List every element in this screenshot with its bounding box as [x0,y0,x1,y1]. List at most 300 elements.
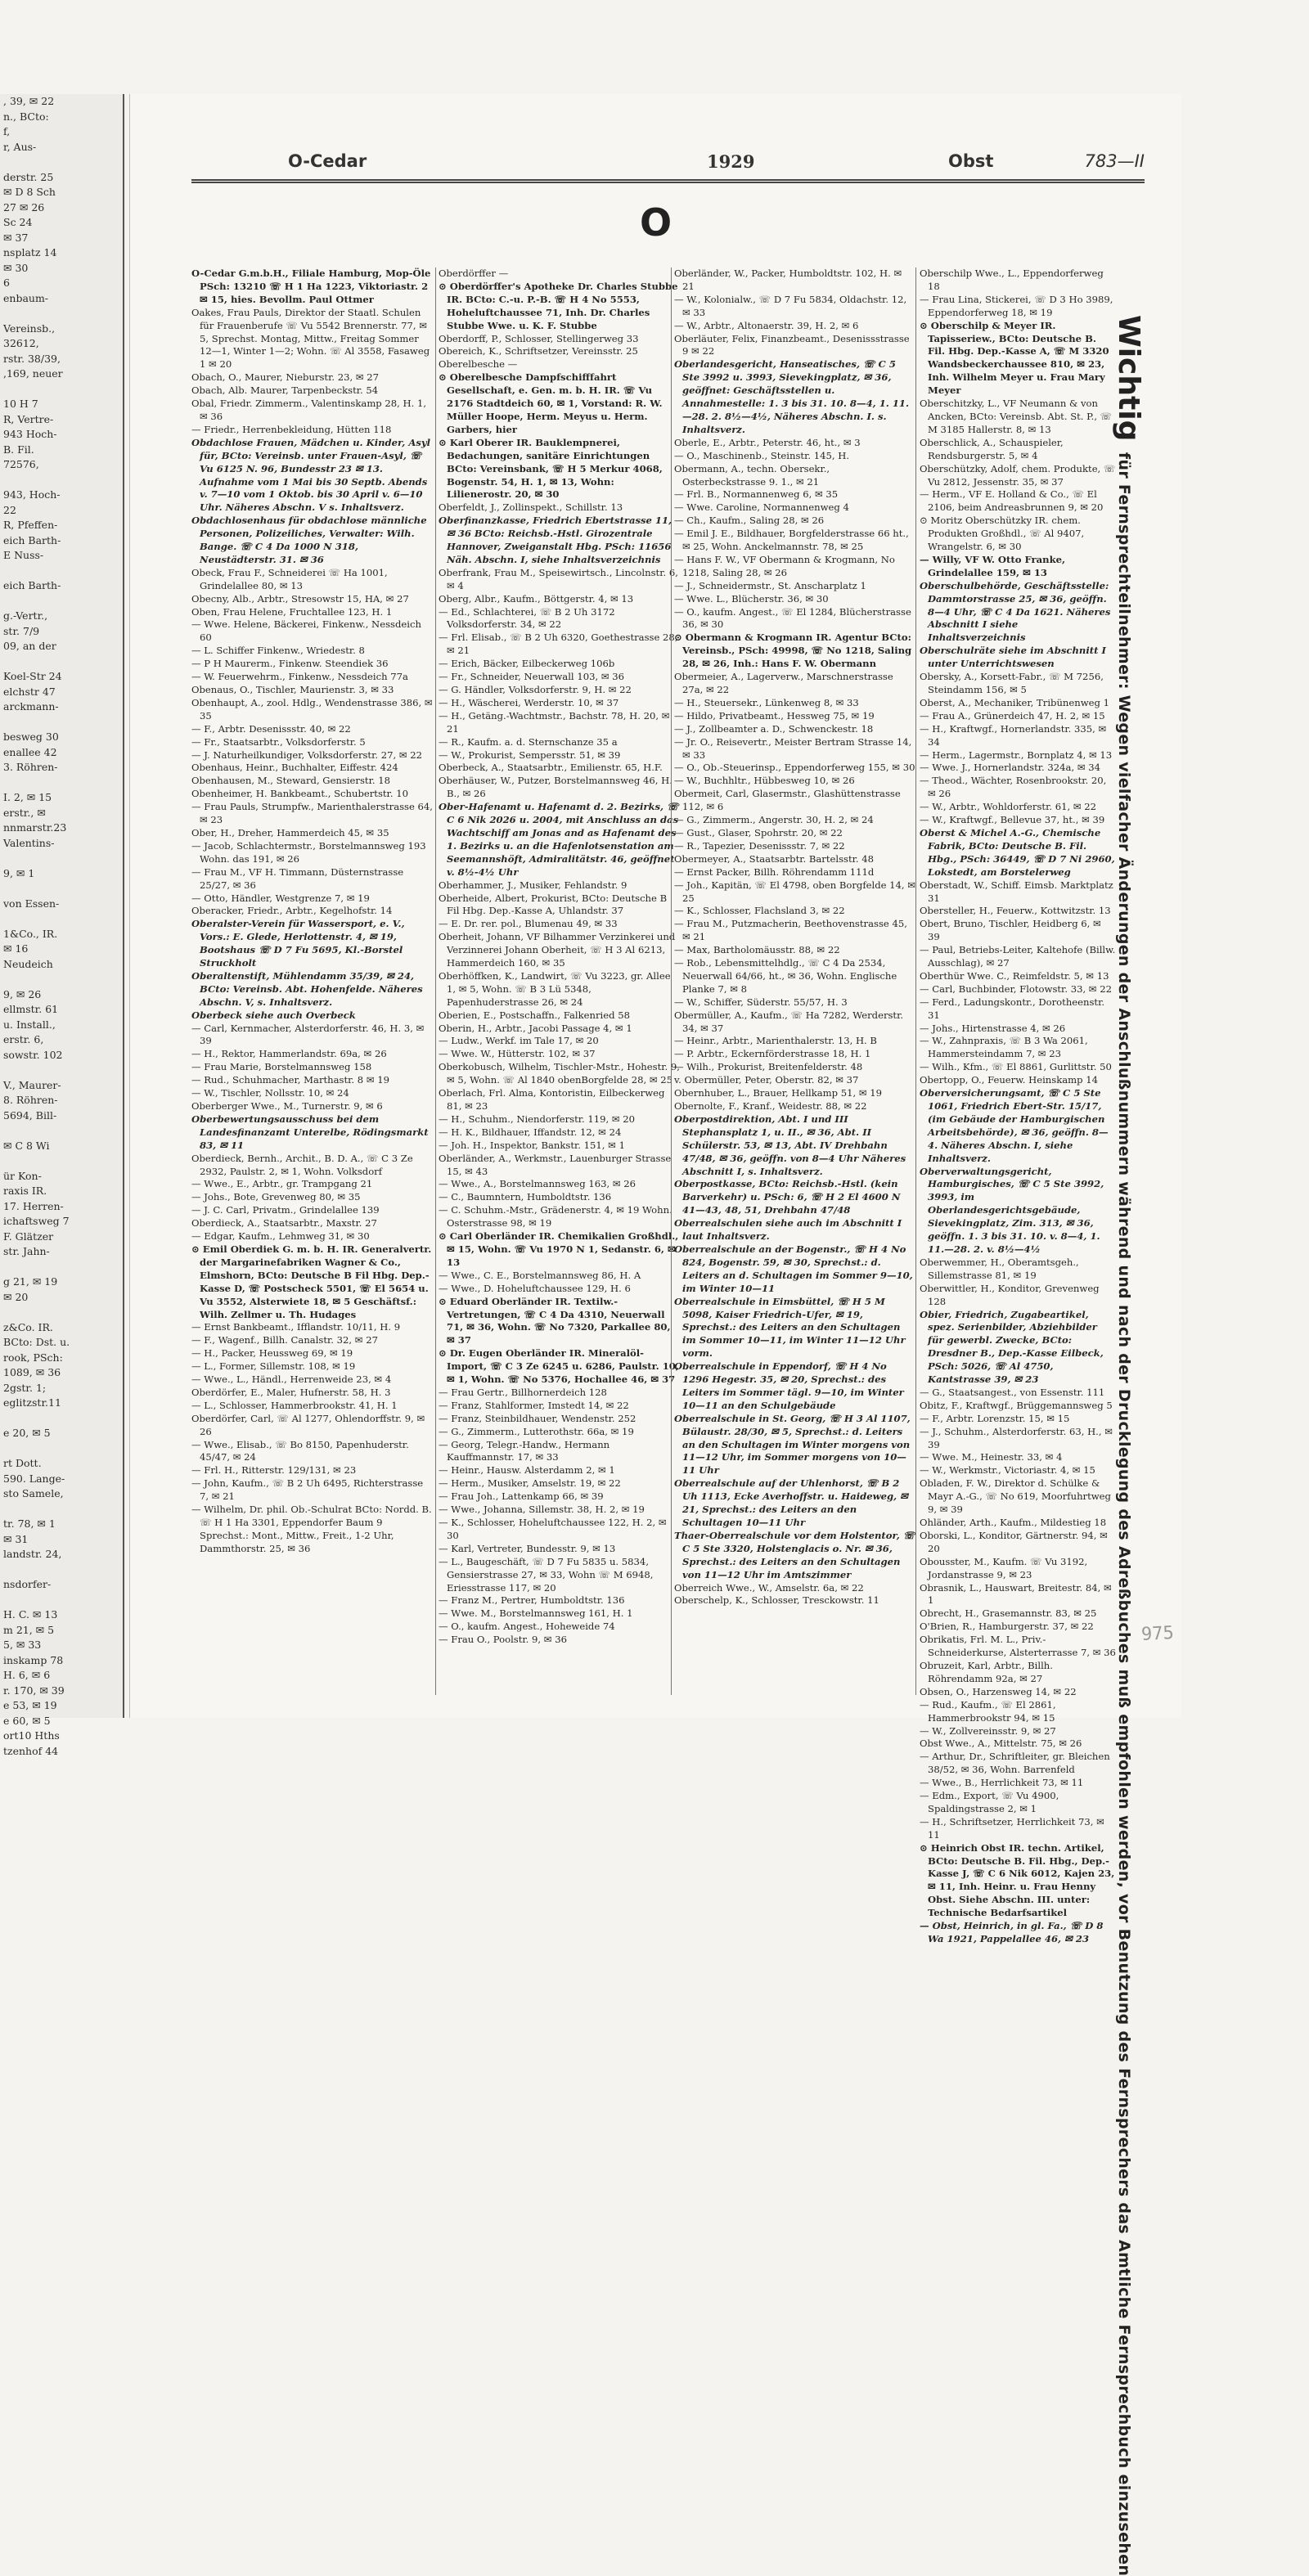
directory-entry: — K., Schlosser, Hoheluftchaussee 122, H. 2, ✉ 30 [439,1517,667,1541]
directory-entry: — Ed., Schlachterei, ☏ B 2 Uh 3172 Volksdorferstr. 34, ✉ 22 [439,605,615,631]
column-3 [674,267,915,1695]
directory-entry: Obecny, Alb., Arbtr., Stresowstr 15, HA, ✉ 27 [191,592,409,605]
directory-entry: Obeck, Frau F., Schneiderei ☏ Ha 1001, Grindelallee 80, ✉ 13 [191,566,388,591]
margin-fragment: 1&Co., IR. [3,927,58,940]
directory-entry: — O., Maschinenb., Steinstr. 145, H. [674,449,850,461]
directory-entry: Obertopp, O., Feuerw. Heinskamp 14 [920,1074,1099,1086]
margin-fragment: erstr., ✉ [3,806,46,819]
directory-entry: Oberrealschule in Eimsbüttel, ☏ H 5 M 5098, Kaiser Friedrich-Ufer, ✉ 19, Sprechst.: des Leiters an den Schultagen im Sommer 10—11, im Winter 11—12 Uhr vorm. [674,1295,906,1360]
running-header [191,151,1145,182]
margin-fragment: e 20, ✉ 5 [3,1427,51,1439]
directory-entry: — Rob., Lebensmittelhdlg., ☏ C 4 Da 2534, Neuerwall 64/66, ht., ✉ 36, Wohn. Englische Planke 7, ✉ 8 [674,957,897,995]
margin-fragment: H. 6, ✉ 6 [3,1669,51,1681]
directory-entry: Oberdörffer — [439,267,509,279]
directory-entry: — Ernst Bankbeamt., Ifflandstr. 10/11, H. 9 [191,1321,401,1333]
margin-fragment: Neudeich [3,957,53,970]
header-right-keyword: Obst [948,151,994,171]
margin-fragment: ✉ 37 [3,231,29,244]
directory-entry: — Wwe. M., Heinestr. 33, ✉ 4 [920,1451,1063,1463]
margin-fragment [0,1411,123,1427]
margin-fragment: ellmstr. 61 [3,1003,59,1015]
directory-entry: — C., Baumntern, Humboldtstr. 136 [439,1191,612,1203]
directory-entry: — E. Dr. rer. pol., Blumenau 49, ✉ 33 [439,918,618,930]
directory-entry: ⊙ Oberschilp & Meyer IR. Tapisseriew., BCto: Deutsche B. Fil. Hbg. Dep.-Kasse A, ☏ M 3320 Wandsbeckerchaussee 810, ✉ 23, Inh. Wilhelm Meyer u. Frau Mary Meyer [920,319,1109,397]
directory-entry: — C. Schuhm.-Mstr., Grädenerstr. 4, ✉ 19 Wohn. Osterstrasse 98, ✉ 19 [439,1204,672,1230]
header-left-keyword: O-Cedar [288,151,367,171]
margin-fragment: ✉ 31 [3,1532,29,1545]
directory-entry: ⊙ Eduard Oberländer IR. Textilw.-Vertretungen, ☏ C 4 Da 4310, Neuerwall 71, ✉ 36, Wohn. ☏ No 7320, Parkallee 80, ✉ 37 [439,1295,671,1346]
column-1 [191,267,433,1695]
directory-entry: — Wwe., B., Herrlichkeit 73, ✉ 11 [920,1777,1084,1789]
directory-entry: Oberle, E., Arbtr., Peterstr. 46, ht., ✉ 3 [674,436,861,448]
directory-entry: — Franz, Stahlformer, Imstedt 14, ✉ 22 [439,1399,629,1411]
directory-entry: — Wwe., A., Borstelmannsweg 163, ✉ 26 [439,1178,637,1190]
directory-entry: — Franz M., Pertrer, Humboldtstr. 136 [439,1594,625,1607]
directory-entry: v. Obermüller, Peter, Oberstr. 82, ✉ 37 [674,1074,859,1086]
directory-entry: Obenaus, O., Tischler, Maurienstr. 3, ✉ 33 [191,684,394,695]
directory-entry: O-Cedar G.m.b.H., Filiale Hamburg, Mop-Öle PSch: 13210 ☏ H 1 Ha 1223, Viktoriastr. 2 ✉ 15, hies. Bevollm. Paul Ottmer [191,267,431,305]
margin-fragment: 943 Hoch- [3,428,57,440]
directory-entry: — Wwe. L., Blücherstr. 36, ✉ 30 [674,592,829,605]
directory-entry: — Obst, Heinrich, in gl. Fa., ☏ D 8 Wa 1921, Pappelallee 46, ✉ 23 [920,1920,1104,1944]
margin-fragment [0,155,123,170]
directory-entry: — Ch., Kaufm., Saling 28, ✉ 26 [674,515,825,527]
directory-entry: — G., Staatsangest., von Essenstr. 111 [920,1386,1105,1398]
directory-entry: — Erich, Bäcker, Eilbeckerweg 106b [439,658,615,670]
directory-entry: — G. Händler, Volksdorferstr. 9, H. ✉ 22 [439,684,632,695]
margin-fragment: ✉ D 8 Sch [3,186,56,198]
directory-entry: Oberien, E., Postschaffn., Falkenried 58 [439,1009,630,1021]
directory-entry: — Edgar, Kaufm., Lehmweg 31, ✉ 30 [191,1230,370,1243]
directory-entry: ⊙ Oberdörffer's Apotheke Dr. Charles Stubbe IR. BCto: C.-u. P.-B. ☏ H 4 No 5553, Hoheluftchaussee 71, Inh. Dr. Charles Stubbe Wwe. u. K. F. Stubbe [439,280,678,331]
margin-fragment [0,1562,123,1578]
margin-fragment: Valentins- [3,836,55,849]
margin-fragment: ort10 Hths [3,1729,60,1742]
directory-entry: Oberwemmer, H., Oberamtsgeh., Sillemstrasse 81, ✉ 19 [920,1256,1079,1281]
margin-fragment: V., Maurer- [3,1078,61,1091]
directory-entry: Oberbewertungsausschuss bei dem Landesfinanzamt Unterelbe, Rödingsmarkt 83, ✉ 11 [191,1113,429,1151]
margin-fragment: BCto: Dst. u. [3,1336,70,1348]
directory-entry: — H., Kraftwgf., Hornerlandstr. 335, ✉ 34 [920,722,1107,748]
directory-entry: — Ludw., Werkf. im Tale 17, ✉ 20 [439,1035,599,1047]
directory-entry: Oberlach, Frl. Alma, Kontoristin, Eilbeckerweg 81, ✉ 23 [439,1087,665,1112]
directory-entry: Obal, Friedr. Zimmerm., Valentinskamp 28, H. 1, ✉ 36 [191,398,427,422]
directory-entry: — Frau Pauls, Strumpfw., Marienthalerstrasse 64, ✉ 23 [191,801,433,826]
directory-entry: Oberschulräte siehe im Abschnitt I unter Unterrichtswesen [920,645,1106,670]
directory-entry: — F., Arbtr. Desenissstr. 40, ✉ 22 [191,722,351,735]
margin-fragment: ✉ 30 [3,261,29,274]
margin-fragment: str. Jahn- [3,1245,50,1257]
directory-entry: Ohländer, Arth., Kaufm., Mildestieg 18 [920,1517,1107,1528]
directory-entry: — W., Zahnpraxis, ☏ B 3 Wa 2061, Hammersteindamm 7, ✉ 23 [920,1035,1088,1060]
directory-entry: Oberwittler, H., Konditor, Grevenweg 128 [920,1282,1100,1307]
margin-fragment [0,1441,123,1457]
directory-entry: Oberheide, Albert, Prokurist, BCto: Deutsche B Fil Hbg. Dep.-Kasse A, Uhlandstr. 37 [439,892,668,917]
directory-entry: — Frau O., Poolstr. 9, ✉ 36 [439,1634,567,1646]
directory-entry: ⊙ Dr. Eugen Oberländer IR. Mineralöl-Import, ☏ C 3 Ze 6245 u. 6286, Paulstr. 10, ✉ 1, Wohn. ☏ No 5376, Hochallee 46, ✉ 37 [439,1347,679,1386]
directory-entry: Oberversicherungsamt, ☏ C 5 Ste 1061, Friedrich Ebert-Str. 15/17, (im Gebäude der Hamburgischen Arbeitsbehörde), ✉ 36, geöffn. 8—4. Näheres Abschn. I, siehe Inhaltsverz. [920,1087,1109,1164]
directory-entry: — W., Zollvereinsstr. 9, ✉ 27 [920,1724,1056,1737]
header-year: 1929 [707,151,755,172]
directory-entry: Oberschitzky, L., VF Neumann & von Ancken, BCto: Vereinsb. Abt. St. P., ☏ M 3185 Hallerstr. 8, ✉ 13 [920,398,1113,435]
directory-entry: Oakes, Frau Pauls, Direktor der Staatl. Schulen für Frauenberufe ☏ Vu 5542 Brennerstr. 77, ✉ 5, Sprechst. Montag, Mittw., Freitag Sommer 12—1, Winter 1—2; Wohn. ☏ Al 3558, Fasaweg 1 ✉ 20 [191,306,430,371]
directory-entry: — Wwe. Helene, Bäckerei, Finkenw., Nessdeich 60 [191,618,421,644]
margin-fragment [0,1502,123,1517]
margin-fragment: nnmarstr.23 [3,821,67,834]
directory-entry: Obrasnik, L., Hauswart, Breitestr. 84, ✉ 1 [920,1581,1112,1607]
directory-entry: — Franz, Steinbildhauer, Wendenstr. 252 [439,1412,637,1424]
margin-fragment: r, Aus- [3,140,37,153]
margin-fragment [0,1153,123,1169]
directory-entry: Obenhaupt, A., zool. Hdlg., Wendenstrasse 386, ✉ 35 [191,696,433,722]
directory-entry: — Joh., Kapitän, ☏ El 4798, oben Borgfelde 14, ✉ 25 [674,879,916,904]
directory-entry: Obernolte, F., Kranf., Weidestr. 88, ✉ 22 [674,1100,867,1112]
directory-entry: — Rud., Schuhmacher, Marthastr. 8 ✉ 19 [191,1074,389,1086]
margin-fragment: 32612, [3,337,39,349]
directory-entry: Obernhuber, L., Brauer, Hellkamp 51, ✉ 19 [674,1087,883,1099]
directory-entry: — O., kaufm. Angest., ☏ El 1284, Blücherstrasse 36, ✉ 30 [674,605,911,631]
directory-entry: — Georg, Telegr.-Handw., Hermann Kauffmannstr. 17, ✉ 33 [439,1438,610,1463]
directory-entry: — Ernst Packer, Billh. Röhrendamm 111d [674,865,875,878]
directory-entry: Oberreich Wwe., W., Amselstr. 6a, ✉ 22 [674,1581,864,1594]
directory-entry: Oberschelp, K., Schlosser, Tresckowstr. 11 [674,1594,879,1607]
directory-entry: — R., Tapezier, Desenissstr. 7, ✉ 22 [674,839,845,852]
margin-fragment [0,972,123,987]
margin-fragment: ✉ 20 [3,1290,29,1303]
directory-entry: Obitz, F., Kraftwgf., Brüggemannsweg 5 [920,1399,1113,1411]
directory-entry: — W., Werkmstr., Victoriastr. 4, ✉ 15 [920,1464,1095,1477]
directory-entry: Oberin, H., Arbtr., Jacobi Passage 4, ✉ 1 [439,1022,632,1034]
margin-fragment [0,1593,123,1608]
margin-fragment: 22 [3,503,16,516]
margin-fragment: R, Pfeffen- [3,519,58,531]
margin-fragment: 2gstr. 1; [3,1381,47,1394]
directory-entry: — F., Arbtr. Lorenzstr. 15, ✉ 15 [920,1412,1070,1424]
directory-entry: Obdachlose Frauen, Mädchen u. Kinder, Asyl für, BCto: Vereinsb. unter Frauen-Asyl, ☏ Vu 6125 N. 96, Bundesstr 23 ✉ 13. Aufnahme vom 1 Mai bis 30 Septb. Abends v. 7—10 vom 1 Oktob. bis 30 April v. 6—10 Uhr. Näheres Abschn. V s. Inhaltsverz. [191,436,431,514]
directory-entry: — G., Zimmerm., Angerstr. 30, H. 2, ✉ 24 [674,814,874,826]
margin-fragment [0,473,123,488]
margin-fragment [0,1305,123,1320]
margin-fragment: Koel-Str 24 [3,670,62,682]
directory-entry: O'Brien, R., Hamburgerstr. 37, ✉ 22 [920,1621,1094,1633]
margin-fragment: 5694, Bill- [3,1108,57,1122]
directory-entry: Obousster, M., Kaufm. ☏ Vu 3192, Jordanstrasse 9, ✉ 23 [920,1555,1088,1580]
directory-entry: — Joh. H., Inspektor, Bankstr. 151, ✉ 1 [439,1139,625,1151]
directory-entry: Oberfrank, Frau M., Speisewirtsch., Lincolnstr. 6, ✉ 4 [439,566,678,591]
directory-entry: Oben, Frau Helene, Fruchtallee 123, H. 1 [191,605,393,618]
directory-entry: — Frau Gertr., Billhornerdeich 128 [439,1386,607,1398]
directory-entry: Oberpostkasse, BCto: Reichsb.-Hstl. (kein Barverkehr) u. PSch: 6, ☏ H 2 El 4600 N 41—43, 48, 51, Drehbahn 47/48 [674,1178,901,1216]
directory-entry: — H., Rektor, Hammerlandstr. 69a, ✉ 26 [191,1048,387,1060]
directory-entry: Oberacker, Friedr., Arbtr., Kegelhofstr. 14 [191,905,393,917]
directory-entry: ⊙ Moritz Oberschützky IR. chem. Produkten Großhdl., ☏ Al 9407, Wrangelstr. 6, ✉ 30 [920,515,1085,553]
margin-fragment: R, Vertre- [3,412,54,425]
directory-entry: Oberhäuser, W., Putzer, Borstelmannsweg 46, H. B., ✉ 26 [439,775,672,800]
margin-fragment [0,1123,123,1139]
directory-entry: Oborski, L., Konditor, Gärtnerstr. 94, ✉ 20 [920,1529,1108,1554]
directory-entry: Obrecht, H., Grasemannstr. 83, ✉ 25 [920,1607,1097,1620]
directory-entry: Obereich, K., Schriftsetzer, Vereinsstr. 25 [439,345,638,357]
directory-entry: Oberbeck siehe auch Overbeck [191,1009,356,1021]
directory-entry: Obruzeit, Karl, Arbtr., Billh. Röhrendamm 92a, ✉ 27 [920,1659,1053,1684]
directory-entry: — L., Former, Sillemstr. 108, ✉ 19 [191,1360,356,1373]
margin-fragment: 17. Herren- [3,1199,64,1212]
margin-fragment: elchstr 47 [3,685,56,698]
directory-entry: Obach, O., Maurer, Nieburstr. 23, ✉ 27 [191,371,380,384]
margin-fragment: 1089, ✉ 36 [3,1366,61,1378]
margin-fragment: von Essen- [3,897,60,910]
directory-entry: — W., Arbtr., Wohldorferstr. 61, ✉ 22 [920,801,1096,813]
directory-entry: — Frau Marie, Borstelmannsweg 158 [191,1061,372,1073]
directory-entry: ⊙ Carl Oberländer IR. Chemikalien Großhdl., ✉ 15, Wohn. ☏ Vu 1970 N 1, Sedanstr. 6, ✉ 13 [439,1230,679,1268]
margin-fragment: Vereinsb., [3,321,56,335]
directory-entry: — Wwe. Caroline, Normannenweg 4 [674,501,849,514]
directory-entry: — H., Wäscherei, Werderstr. 10, ✉ 37 [439,696,619,708]
directory-entry: — Wwe., L., Händl., Herrenweide 23, ✉ 4 [191,1373,392,1386]
directory-entry: — Heinr., Arbtr., Marienthalerstr. 13, H. B [674,1035,877,1047]
margin-fragment: r. 170, ✉ 39 [3,1684,65,1697]
directory-entry: — Karl, Vertreter, Bundesstr. 9, ✉ 13 [439,1542,616,1554]
directory-entry: Obert, Bruno, Tischler, Heidberg 6, ✉ 39 [920,918,1101,943]
directory-entry: Oberberger Wwe., M., Turnerstr. 9, ✉ 6 [191,1100,383,1112]
directory-entry: — K., Schlosser, Flachsland 3, ✉ 22 [674,905,845,917]
directory-entry: — Wwe. M., Borstelmannsweg 161, H. 1 [439,1607,633,1620]
header-rule [191,179,1145,183]
directory-entry: Oberrealschule auf der Uhlenhorst, ☏ B 2 Uh 1113, Ecke Averhoffstr. u. Haideweg, ✉ 21, Sprechst.: des Leiters an den Schultagen 10—11 Uhr [674,1477,908,1528]
column-2 [439,267,680,1695]
directory-entry: — Wwe. J., Hornerlandstr. 324a, ✉ 34 [920,762,1100,774]
directory-entry: Obier, Friedrich, Zugabeartikel, spez. Serienbilder, Abziehbilder für gewerbl. Zwecke, BCto: Dresdner B., Dep.-Kasse Eilbeck, PSch: 5026, ☏ Al 4750, Kantstrasse 39, ✉ 23 [920,1308,1104,1386]
margin-fragment: 9, ✉ 1 [3,866,35,879]
directory-entry: Obermeier, A., Lagerverw., Marschnerstrasse 27a, ✉ 22 [674,671,893,695]
directory-entry: — Carl, Buchbinder, Flotowstr. 33, ✉ 22 [920,982,1112,995]
margin-fragment: n., BCto: [3,110,49,123]
margin-fragment: Sc 24 [3,216,33,228]
directory-entry: — Heinr., Hausw. Alsterdamm 2, ✉ 1 [439,1464,615,1477]
margin-fragment: sto Samele, [3,1487,64,1499]
directory-entry: — Frau A., Grünerdeich 47, H. 2, ✉ 15 [920,709,1105,722]
page-number: 783—II [1084,151,1145,171]
directory-entry: — W., Tischler, Nollsstr. 10, ✉ 24 [191,1087,349,1099]
directory-entry: — Fr., Schneider, Neuerwall 103, ✉ 36 [439,671,624,683]
directory-entry: — H. K., Bildhauer, Iffandstr. 12, ✉ 24 [439,1126,622,1138]
directory-entry: Oberfeldt, J., Zollinspekt., Schillstr. 13 [439,501,623,514]
margin-fragment: e 53, ✉ 19 [3,1699,57,1711]
directory-entry: Obermeit, Carl, Glasermstr., Glashüttenstrasse 112, ✉ 6 [674,788,901,813]
directory-entry: — Frau Joh., Lattenkamp 66, ✉ 39 [439,1490,604,1503]
directory-entry: — J., Schuhm., Alsterdorferstr. 63, H., ✉ 39 [920,1425,1113,1450]
directory-entry: Oberbeck, A., Staatsarbtr., Emilienstr. 65, H.F. [439,762,663,774]
margin-fragment: m 21, ✉ 5 [3,1623,55,1636]
directory-entry: — P. Arbtr., Eckernförderstrasse 18, H. 1 [674,1048,871,1060]
directory-entry: — G., Zimmerm., Lutterothstr. 66a, ✉ 19 [439,1425,634,1437]
directory-entry: — W., Kolonialw., ☏ D 7 Fu 5834, Oldachstr. 12, ✉ 33 [674,293,907,318]
margin-fragment: e 60, ✉ 5 [3,1714,51,1727]
directory-entry: — P H Maurerm., Finkenw. Steendiek 36 [191,658,389,670]
directory-entry: — Max, Bartholomäusstr. 88, ✉ 22 [674,944,840,956]
directory-entry: — H., Getäng.-Wachtmstr., Bachstr. 78, H. 20, ✉ 21 [439,709,670,735]
directory-entry: Oberläuter, Felix, Finanzbeamt., Desenissstrasse 9 ✉ 22 [674,332,910,357]
directory-entry: — W., Buchhltr., Hübbesweg 10, ✉ 26 [674,775,855,787]
margin-fragment: inskamp 78 [3,1653,64,1666]
directory-entry: — Wwe., Elisab., ☏ Bo 8150, Papenhuderstr. 45/47, ✉ 24 [191,1438,409,1463]
directory-entry: — Rud., Kaufm., ☏ El 2861, Hammerbrookstr 94, ✉ 15 [920,1698,1056,1724]
directory-entry: — H., Packer, Heussweg 69, ✉ 19 [191,1347,353,1360]
directory-entry: Obladen, F. W., Direktor d. Schülke & Mayr A.-G., ☏ No 619, Moorfuhrtweg 9, ✉ 39 [920,1477,1111,1516]
directory-entry: Oberverwaltungsgericht, Hamburgisches, ☏ C 5 Ste 3992, 3993, im Oberlandesgerichtsgebäude, Sievekingplatz, Zim. 313, ✉ 36, geöffn. 1. 3 bis 31. 10. v. 8—4, 1. 11.—28. 2. v. 8½—4½ [920,1165,1104,1255]
margin-fragment: B. Fil. [3,443,34,456]
margin-fragment: ür Kon- [3,1169,42,1182]
directory-entry: — Herm., Musiker, Amselstr. 19, ✉ 22 [439,1477,621,1490]
margin-fragment: g 21, ✉ 19 [3,1275,58,1288]
directory-entry: Oberrealschule in St. Georg, ☏ H 3 Al 1107, Bülaustr. 28/30, ✉ 5, Sprechst.: d. Leiters an den Schultagen im Winter morgens von 11—12 Uhr, im Sommer morgens von 10—11 Uhr [674,1412,911,1477]
directory-entry: Oberpostdirektion, Abt. I und III Stephansplatz 1, u. II., ✉ 36, Abt. II Schülerstr. 53, ✉ 13, Abt. IV Drehbahn 47/48, ✉ 36, geöffn. von 8—4 Uhr Näheres Abschnitt I, s. Inhaltsverz. [674,1113,906,1177]
margin-fragment: rook, PSch: [3,1351,63,1364]
side-notice-text: für Fernsprechteilnehmer: Wegen vielfacher Änderungen der Anschlußnummern während und nach der Drucklegung des Adreßbuches muß empfohlen werden, vor Benutzung des Fernsprechers das Amtliche Fernsprechbuch einzusehen [1115,452,1133,2576]
side-notice [1104,315,1145,2576]
margin-fragment: enallee 42 [3,745,57,758]
directory-entry: Oberalster-Verein für Wassersport, e. V., Vors.: E. Glede, Herlottenstr. 4, ✉ 19, Bootshaus ☏ D 7 Fu 5695, Kl.-Borstel Struckholt [191,918,405,969]
directory-entry: Obersteller, H., Feuerw., Kottwitzstr. 13 [920,905,1111,917]
margin-fragment: 3. Röhren- [3,761,58,773]
margin-fragment: ichaftsweg 7 [3,1215,70,1227]
margin-fragment: E Nuss- [3,549,44,561]
directory-entry: Oberhammer, J., Musiker, Fehlandstr. 9 [439,879,628,891]
directory-entry: — Frau M., VF H. Timmann, Düsternstrasse 25/27, ✉ 36 [191,865,404,891]
margin-fragment [0,564,123,579]
directory-entry: — F., Wagenf., Billh. Canalstr. 32, ✉ 27 [191,1334,378,1346]
directory-entry: — Johs., Hirtenstrasse 4, ✉ 26 [920,1022,1066,1034]
directory-entry: Oberländer, W., Packer, Humboldtstr. 102, H. ✉ 21 [674,267,902,292]
directory-entry: Obst Wwe., A., Mittelstr. 75, ✉ 26 [920,1738,1082,1750]
directory-entry: — Wilh., Kfm., ☏ El 8861, Gurlittstr. 50 [920,1061,1112,1073]
directory-entry: — Friedr., Herrenbekleidung, Hütten 118 [191,423,392,435]
directory-entry: Obrikatis, Frl. M. L., Priv.-Schneiderkurse, Alsterterrasse 7, ✉ 36 [920,1634,1116,1659]
column-divider [915,267,916,1695]
directory-entry: Oberschützky, Adolf, chem. Produkte, ☏ Vu 2812, Jessenstr. 35, ✉ 37 [920,462,1116,488]
directory-entry: Oberrealschule in Eppendorf, ☏ H 4 No 1296 Hegestr. 35, ✉ 20, Sprechst.: des Leiters im Sommer tägl. 9—10, im Winter 10—11 an den Schulgebäude [674,1360,904,1411]
directory-entry: Obdachlosenhaus für obdachlose männliche Personen, Polizeiliches, Verwalter: Wilh. Bange. ☏ C 4 Da 1000 N 318, Neustädterstr. 31. ✉ 36 [191,515,427,565]
directory-entry: Thaer-Oberrealschule vor dem Holstentor, ☏ C 5 Ste 3320, Holstenglacis o. Nr. ✉ 36, Sprechst.: des Leiters an den Schultagen von 11—12 Uhr im Amtszimmer [674,1529,915,1580]
margin-fragment [0,306,123,321]
directory-entry: — Paul, Betriebs-Leiter, Kaltehofe (Billw. Ausschlag), ✉ 27 [920,944,1116,969]
directory-entry: — Theod., Wächter, Rosenbrookstr. 20, ✉ 26 [920,775,1107,800]
directory-entry: Obenheimer, H. Bankbeamt., Schubertstr. 10 [191,788,408,800]
margin-fragment: str. 7/9 [3,624,40,637]
side-notice-heading: Wichtig [1112,315,1145,442]
directory-entry: Oberdieck, Bernh., Archit., B. D. A., ☏ C 3 Ze 2932, Paulstr. 2, ✉ 1, Wohn. Volksdorf [191,1152,413,1177]
margin-fragment: tzenhof 44 [3,1744,59,1757]
directory-entry: — Wilhelm, Dr. phil. Ob.-Schulrat BCto: Nordd. B. ☏ H 1 Ha 3301, Eppendorfer Baum 9 Sprechst.: Mont., Mittw., Freit., 1-2 Uhr, Dammthorstr. 25, ✉ 36 [191,1504,432,1554]
directory-entry: Oberelbesche — [439,358,518,371]
directory-entry: — L., Baugeschäft, ☏ D 7 Fu 5835 u. 5834, Gensierstrasse 27, ✉ 33, Wohn ☏ M 6948, Eriesstrasse 117, ✉ 20 [439,1555,654,1594]
margin-fragment: besweg 30 [3,731,59,743]
directory-page [129,94,1181,1944]
margin-fragment: f, [3,125,11,137]
directory-entry: — Wwe., C. E., Borstelmannsweg 86, H. A [439,1269,641,1281]
margin-fragment: sowstr. 102 [3,1048,63,1061]
directory-entry: — Arthur, Dr., Schriftleiter, gr. Bleichen 38/52, ✉ 36, Wohn. Barrenfeld [920,1751,1110,1776]
directory-entry: — H., Steuersekr., Lünkenweg 8, ✉ 33 [674,696,859,708]
margin-fragment [0,715,123,731]
directory-entry: — John, Kaufm., ☏ B 2 Uh 6495, Richterstrasse 7, ✉ 21 [191,1477,424,1503]
directory-entry: — Gust., Glaser, Spohrstr. 20, ✉ 22 [674,826,843,838]
margin-fragment: 10 H 7 [3,398,38,410]
margin-fragment: 6 [3,276,10,289]
margin-fragment: enbaum- [3,291,49,304]
margin-fragment: 5, ✉ 33 [3,1639,42,1651]
directory-entry: — L. Schiffer Finkenw., Wriedestr. 8 [191,645,365,657]
directory-entry: — Herm., VF E. Holland & Co., ☏ El 2106, beim Andreasbrunnen 9, ✉ 20 [920,488,1104,514]
margin-fragment [0,594,123,609]
directory-entry: — W. Feuerwehrm., Finkenw., Nessdeich 77a [191,671,408,683]
margin-fragment: ✉ C 8 Wi [3,1139,50,1152]
directory-entry: Ober-Hafenamt u. Hafenamt d. 2. Bezirks, ☏ C 6 Nik 2026 u. 2004, mit Anschluss an das Wachtschiff am Jonas and as Hafenamt des 1. Bezirks u. an die Hafenlotsenstation am Seemannshöft, Admiralitätstr. 46, geöffnet v. 8½-4½ Uhr [439,801,679,878]
margin-fragment: 27 ✉ 26 [3,200,45,214]
directory-entry: — Otto, Händler, Westgrenze 7, ✉ 19 [191,892,370,904]
directory-entry: Oberfinanzkasse, Friedrich Ebertstrasse 11, ✉ 36 BCto: Reichsb.-Hstl. Girozentrale Hannover, Zweiganstalt Hbg. PSch: 11656 Näh. Abschn. I, siehe Inhaltsverzeichnis [439,515,672,565]
margin-fragment: derstr. 25 [3,170,54,183]
margin-fragment: 09, an der [3,640,56,652]
margin-fragment [0,775,123,791]
directory-entry: Oberdörfer, Carl, ☏ Al 1277, Ohlendorffstr. 9, ✉ 26 [191,1412,425,1437]
margin-fragment: u. Install., [3,1018,56,1031]
margin-fragment: I. 2, ✉ 15 [3,791,52,803]
margin-fragment: erstr. 6, [3,1033,44,1045]
directory-entry: — Wwe. W., Hütterstr. 102, ✉ 37 [439,1048,596,1060]
directory-entry: Obermüller, A., Kaufm., ☏ Ha 7282, Werderstr. 34, ✉ 37 [674,1009,904,1034]
directory-entry: Oberschlick, A., Schauspieler, Rendsburgerstr. 5, ✉ 4 [920,436,1064,461]
section-letter: O [639,200,672,245]
directory-entry: — Ferd., Ladungskontr., Dorotheenstr. 31 [920,996,1105,1021]
margin-fragment [0,382,123,398]
directory-entry: Oberthür Wwe. C., Reimfeldstr. 5, ✉ 13 [920,969,1109,982]
directory-entry: Oberhöffken, K., Landwirt, ☏ Vu 3223, gr. Allee 1, ✉ 5, Wohn. ☏ B 3 Lü 5348, Papenhuderstrasse 26, ✉ 24 [439,969,671,1008]
directory-entry: Oberdörfer, E., Maler, Hufnerstr. 58, H. 3 [191,1386,391,1398]
margin-fragment: ✉ 16 [3,942,29,955]
directory-entry: — Frl. H., Ritterstr. 129/131, ✉ 23 [191,1464,357,1477]
directory-entry: ⊙ Obermann & Krogmann IR. Agentur BCto: Vereinsb., PSch: 49998, ☏ No 1218, Saling 28, ✉ 26, Inh.: Hans F. W. Obermann [674,632,912,670]
column-4 [920,267,1116,1944]
margin-fragment: F. Glätzer [3,1230,54,1243]
directory-entry: Oberdorff, P., Schlosser, Stellingerweg 33 [439,332,639,344]
directory-entry: Ober, H., Dreher, Hammerdeich 45, ✉ 35 [191,826,389,838]
directory-entry: — W., Prokurist, Sempersstr. 51, ✉ 39 [439,749,621,761]
margin-fragment: landstr. 24, [3,1548,62,1560]
directory-entry: Obenhaus, Heinr., Buchhalter, Eiffestr. 424 [191,762,398,774]
directory-entry: — Hans F. W., VF Obermann & Krogmann, No 1218, Saling 28, ✉ 26 [674,553,895,578]
directory-entry: ⊙ Heinrich Obst IR. techn. Artikel, BCto: Deutsche B. Fil. Hbg., Dep.-Kasse J, ☏ C 6 Nik 6012, Kajen 23, ✉ 11, Inh. Heinr. u. Frau Henny Obst. Siehe Abschn. III. unter: Technische Bedarfsartikel [920,1841,1115,1919]
directory-entry: — Frl. Elisab., ☏ B 2 Uh 6320, Goethestrasse 28, ✉ 21 [439,632,678,657]
handwritten-page-stamp: 975 [1140,1622,1175,1646]
directory-entry: — Hildo, Privatbeamt., Hessweg 75, ✉ 19 [674,709,875,722]
directory-entry: — W., Arbtr., Altonaerstr. 39, H. 2, ✉ 6 [674,319,859,331]
margin-fragment: raxis IR. [3,1185,47,1197]
margin-fragment [0,1260,123,1275]
directory-entry: ⊙ Karl Oberer IR. Bauklempnerei, Bedachungen, sanitäre Einrichtungen BCto: Vereinsbank, ☏ H 5 Merkur 4068, Bogenstr. 54, H. 1, ✉ 13, Wohn: Lilienerostr. 20, ✉ 30 [439,436,663,501]
directory-entry: ⊙ Emil Oberdiek G. m. b. H. IR. Generalvertr. der Margarinefabriken Wagner & Co., Elmshorn, BCto: Deutsche B Fil Hbg. Dep.-Kasse D, ☏ Postscheck 5501, ☏ El 5654 u. Vu 3552, Alsterwiete 18, ✉ 5 Geschäftsf.: Wilh. Zellmer u. Th. Hudages [191,1243,432,1320]
margin-fragment: , 39, ✉ 22 [3,95,55,107]
directory-entry: Obsen, O., Harzensweg 14, ✉ 22 [920,1685,1077,1697]
directory-entry: — Emil J. E., Bildhauer, Borgfelderstrasse 66 ht., ✉ 25, Wohn. Anckelmannstr. 78, ✉ 25 [674,528,909,553]
directory-entry: — L., Schlosser, Hammerbrookstr. 41, H. 1 [191,1399,398,1411]
margin-fragment: eglitzstr.11 [3,1396,61,1409]
margin-fragment [0,851,123,866]
margin-fragment: z&Co. IR. [3,1320,53,1333]
directory-entry: — Herm., Lagermstr., Bornplatz 4, ✉ 13 [920,749,1113,761]
column-divider [671,267,672,1695]
margin-fragment [0,911,123,927]
